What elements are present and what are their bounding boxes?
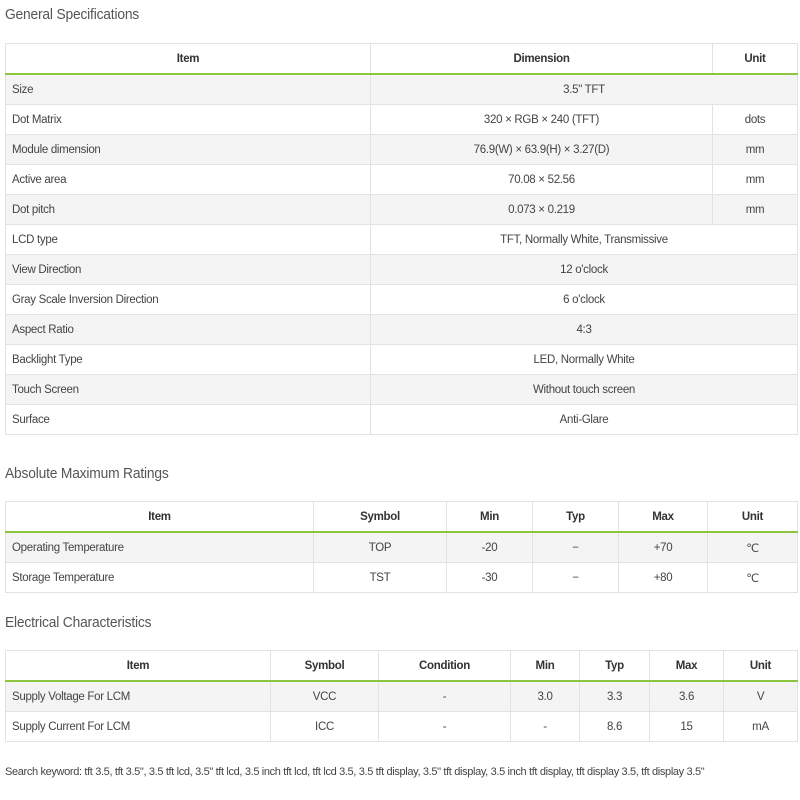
table-row xyxy=(6,532,798,563)
header-max: Max xyxy=(619,502,708,533)
header-item: Item xyxy=(6,502,314,533)
cell-item: Module dimension xyxy=(6,135,371,165)
absolute-maximum-ratings-title: Absolute Maximum Ratings xyxy=(5,465,169,482)
header-condition: Condition xyxy=(379,651,511,682)
cell-min: -20 xyxy=(447,532,533,563)
header-unit: Unit xyxy=(713,44,798,75)
cell-dimension: Without touch screen xyxy=(371,375,798,405)
absolute-maximum-ratings-body xyxy=(6,532,798,593)
cell-typ: − xyxy=(533,532,619,563)
cell-dimension: 6 o'clock xyxy=(371,285,798,315)
cell-item: Storage Temperature xyxy=(6,563,314,593)
header-typ: Typ xyxy=(533,502,619,533)
cell-dimension: 12 o'clock xyxy=(371,255,798,285)
cell-min: - xyxy=(511,712,580,742)
table-row xyxy=(6,345,798,375)
absolute-maximum-ratings-table xyxy=(5,501,798,593)
cell-item: Operating Temperature xyxy=(6,532,314,563)
cell-item: View Direction xyxy=(6,255,371,285)
table-row xyxy=(6,225,798,255)
header-item: Item xyxy=(6,44,371,75)
table-row xyxy=(6,285,798,315)
cell-item: Dot Matrix xyxy=(6,105,371,135)
cell-unit: V xyxy=(724,681,798,712)
cell-unit: ℃ xyxy=(708,563,798,593)
cell-symbol: TOP xyxy=(314,532,447,563)
header-symbol: Symbol xyxy=(314,502,447,533)
table-header-row xyxy=(6,502,798,533)
cell-item: Dot pitch xyxy=(6,195,371,225)
cell-dimension: 4:3 xyxy=(371,315,798,345)
cell-unit: ℃ xyxy=(708,532,798,563)
table-row xyxy=(6,255,798,285)
cell-item: Touch Screen xyxy=(6,375,371,405)
table-header-row xyxy=(6,651,798,682)
cell-dimension: 0.073 × 0.219 xyxy=(371,195,713,225)
cell-item: Surface xyxy=(6,405,371,435)
table-row xyxy=(6,135,798,165)
general-specifications-body xyxy=(6,74,798,435)
cell-dimension: 76.9(W) × 63.9(H) × 3.27(D) xyxy=(371,135,713,165)
cell-item: Active area xyxy=(6,165,371,195)
header-dimension: Dimension xyxy=(371,44,713,75)
table-row xyxy=(6,165,798,195)
cell-unit: dots xyxy=(713,105,798,135)
table-row xyxy=(6,375,798,405)
header-symbol: Symbol xyxy=(271,651,379,682)
cell-max: 3.6 xyxy=(650,681,724,712)
table-header-row xyxy=(6,44,798,75)
table-row xyxy=(6,405,798,435)
cell-condition: - xyxy=(379,712,511,742)
search-keywords: Search keyword: tft 3.5, tft 3.5", 3.5 tft lcd, 3.5" tft lcd, 3.5 inch tft lcd, tft lcd 3.5, 3.5 tft display, 3.5" tft display, 3.5 inch tft display, tft display 3.5, tft display 3.5" xyxy=(5,766,705,778)
cell-max: +80 xyxy=(619,563,708,593)
header-max: Max xyxy=(650,651,724,682)
cell-item: LCD type xyxy=(6,225,371,255)
cell-unit: mA xyxy=(724,712,798,742)
cell-item: Backlight Type xyxy=(6,345,371,375)
table-row xyxy=(6,195,798,225)
cell-dimension: LED, Normally White xyxy=(371,345,798,375)
electrical-characteristics-title: Electrical Characteristics xyxy=(5,614,152,631)
cell-dimension: 3.5" TFT xyxy=(371,74,798,105)
cell-min: -30 xyxy=(447,563,533,593)
cell-typ: 8.6 xyxy=(580,712,650,742)
header-unit: Unit xyxy=(708,502,798,533)
cell-dimension: TFT, Normally White, Transmissive xyxy=(371,225,798,255)
cell-min: 3.0 xyxy=(511,681,580,712)
cell-symbol: VCC xyxy=(271,681,379,712)
table-row xyxy=(6,563,798,593)
cell-unit: mm xyxy=(713,135,798,165)
cell-condition: - xyxy=(379,681,511,712)
cell-typ: 3.3 xyxy=(580,681,650,712)
cell-symbol: TST xyxy=(314,563,447,593)
cell-dimension: 320 × RGB × 240 (TFT) xyxy=(371,105,713,135)
header-item: Item xyxy=(6,651,271,682)
general-specifications-table xyxy=(5,43,798,435)
cell-item: Gray Scale Inversion Direction xyxy=(6,285,371,315)
cell-unit: mm xyxy=(713,165,798,195)
table-row xyxy=(6,74,798,105)
cell-symbol: ICC xyxy=(271,712,379,742)
cell-dimension: 70.08 × 52.56 xyxy=(371,165,713,195)
cell-item: Size xyxy=(6,74,371,105)
electrical-characteristics-body xyxy=(6,681,798,742)
cell-item: Supply Current For LCM xyxy=(6,712,271,742)
cell-item: Supply Voltage For LCM xyxy=(6,681,271,712)
cell-unit: mm xyxy=(713,195,798,225)
cell-max: 15 xyxy=(650,712,724,742)
header-min: Min xyxy=(447,502,533,533)
cell-item: Aspect Ratio xyxy=(6,315,371,345)
table-row xyxy=(6,712,798,742)
cell-typ: − xyxy=(533,563,619,593)
header-typ: Typ xyxy=(580,651,650,682)
general-specifications-title: General Specifications xyxy=(5,6,140,23)
table-row xyxy=(6,315,798,345)
cell-max: +70 xyxy=(619,532,708,563)
header-min: Min xyxy=(511,651,580,682)
cell-dimension: Anti-Glare xyxy=(371,405,798,435)
table-row xyxy=(6,105,798,135)
table-row xyxy=(6,681,798,712)
header-unit: Unit xyxy=(724,651,798,682)
electrical-characteristics-table xyxy=(5,650,798,742)
